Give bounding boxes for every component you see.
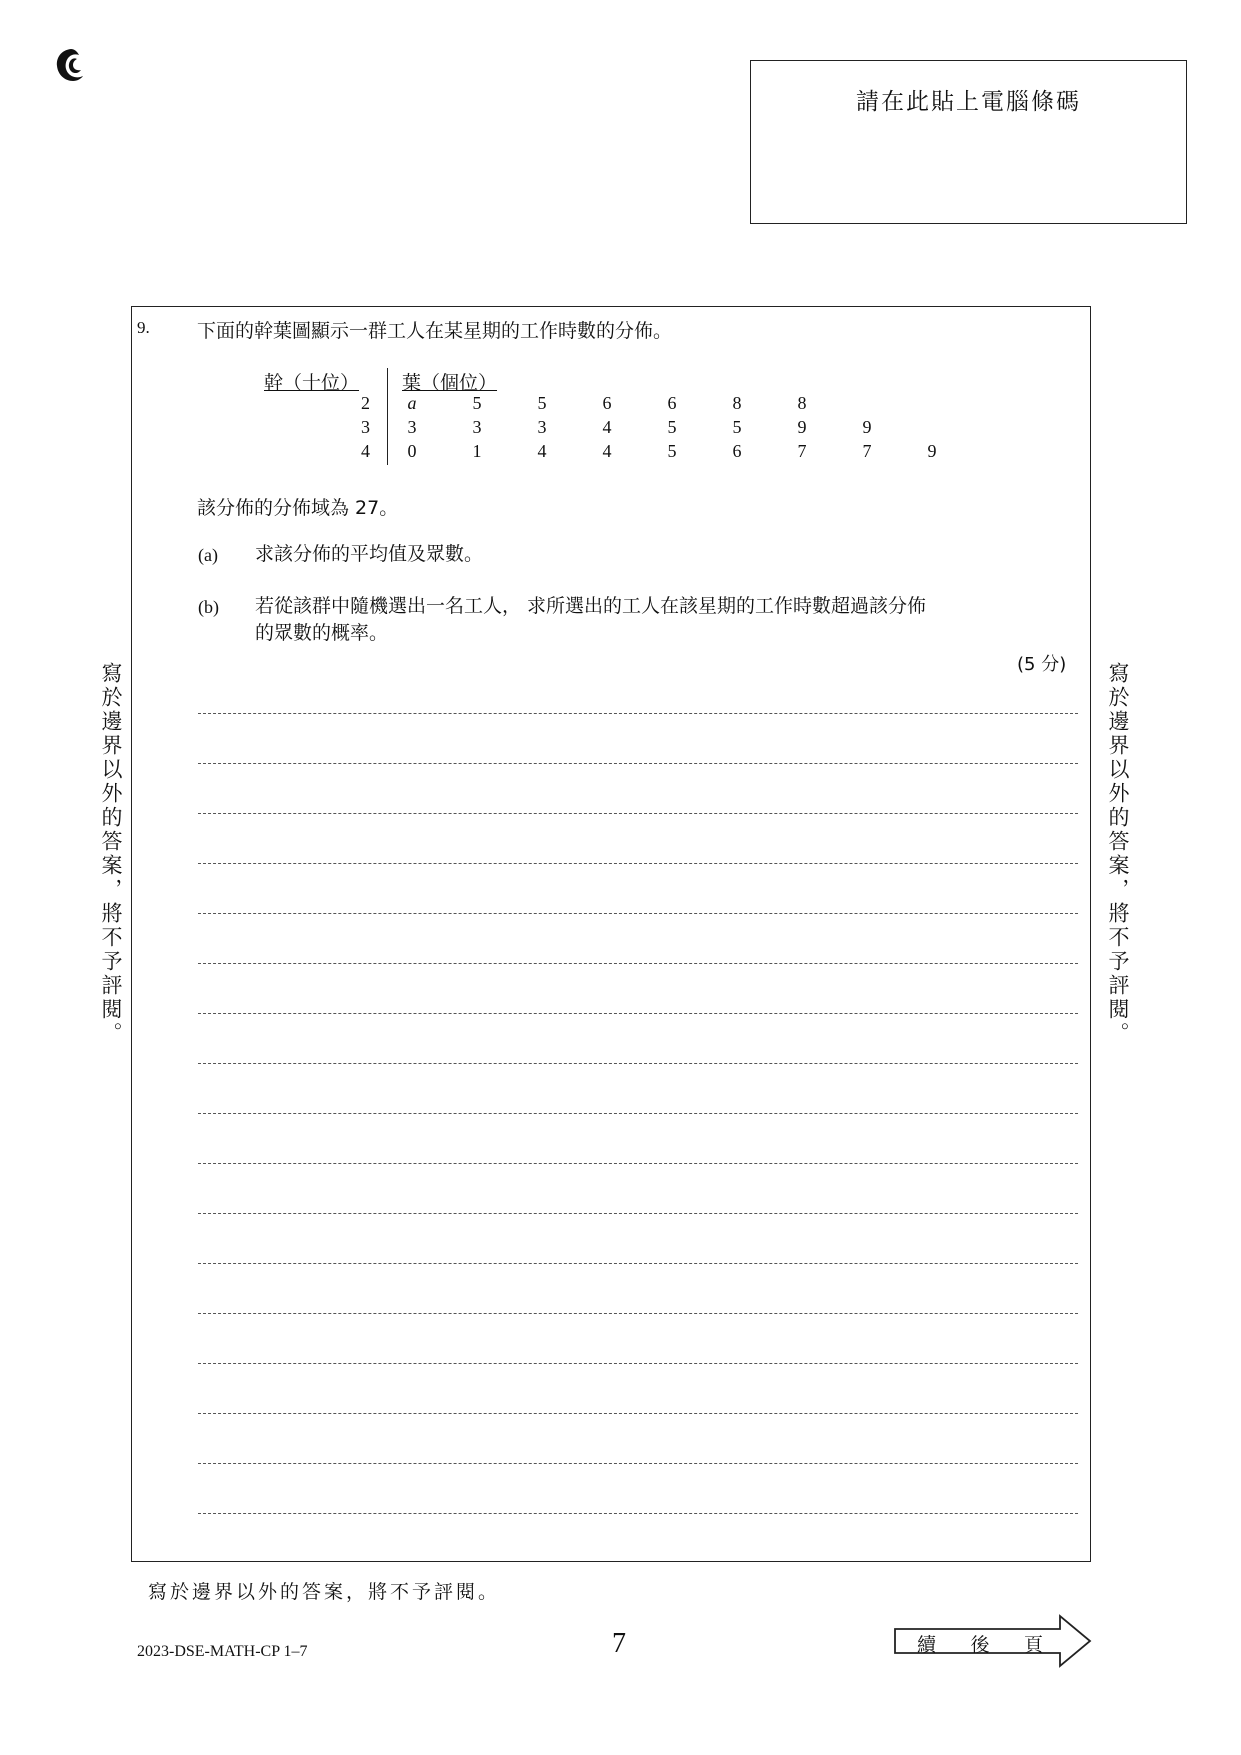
leaf-value: 5 bbox=[667, 417, 677, 437]
range-statement: 該分佈的分佈域為 27。 bbox=[197, 497, 399, 519]
leaf-value: 5 bbox=[472, 393, 482, 413]
part-a-text: 求該分佈的平均值及眾數。 bbox=[255, 543, 484, 565]
leaf-value: 6 bbox=[602, 393, 612, 413]
stem-header: 幹（十位） bbox=[264, 372, 360, 394]
leaf-header: 葉（個位） bbox=[402, 372, 498, 394]
answer-line[interactable] bbox=[198, 1163, 1078, 1164]
leaf-value: 4 bbox=[602, 417, 612, 437]
barcode-label: 請在此貼上電腦條碼 bbox=[856, 89, 1081, 115]
answer-line[interactable] bbox=[198, 1363, 1078, 1364]
answer-line[interactable] bbox=[198, 1213, 1078, 1214]
continue-label bbox=[895, 1630, 1065, 1657]
answer-line[interactable] bbox=[198, 863, 1078, 864]
stem-value: 2 bbox=[361, 393, 370, 413]
leaf-value: 9 bbox=[862, 417, 872, 437]
answer-line[interactable] bbox=[198, 1013, 1078, 1014]
answer-line[interactable] bbox=[198, 1413, 1078, 1414]
page-number: 7 bbox=[612, 1628, 626, 1659]
answer-line[interactable] bbox=[198, 963, 1078, 964]
leaf-value: 6 bbox=[732, 441, 742, 461]
leaf-value: 7 bbox=[797, 441, 807, 461]
leaf-value: 4 bbox=[537, 441, 547, 461]
answer-line[interactable] bbox=[198, 913, 1078, 914]
bottom-margin-note: 寫於邊界以外的答案，將不予評閱。 bbox=[148, 1581, 501, 1603]
stem-value: 3 bbox=[361, 417, 370, 437]
leaf-value: 5 bbox=[667, 441, 677, 461]
answer-line[interactable] bbox=[198, 1263, 1078, 1264]
part-b-label: (b) bbox=[198, 597, 219, 617]
answer-line[interactable] bbox=[198, 1063, 1078, 1064]
left-margin-note: 寫於邊界以外的答案，將不予評閱。 bbox=[99, 662, 123, 1046]
leaf-value: 3 bbox=[472, 417, 482, 437]
leaf-value: 5 bbox=[732, 417, 742, 437]
answer-line[interactable] bbox=[198, 813, 1078, 814]
leaf-value: a bbox=[407, 393, 417, 413]
leaf-value: 1 bbox=[472, 441, 482, 461]
stem-value: 4 bbox=[361, 441, 370, 461]
answer-line[interactable] bbox=[198, 1463, 1078, 1464]
answer-line[interactable] bbox=[198, 1313, 1078, 1314]
leaf-value: 6 bbox=[667, 393, 677, 413]
leaf-value: 3 bbox=[537, 417, 547, 437]
stem-leaf-divider bbox=[387, 368, 388, 465]
continue-label-char: 後 bbox=[970, 1634, 990, 1656]
question-text: 下面的幹葉圖顯示一群工人在某星期的工作時數的分佈。 bbox=[197, 320, 673, 342]
hkeaa-logo-icon bbox=[55, 48, 85, 82]
part-b-text-line1: 若從該群中隨機選出一名工人， 求所選出的工人在該星期的工作時數超過該分佈 bbox=[255, 595, 927, 617]
leaf-value: 9 bbox=[927, 441, 937, 461]
answer-line[interactable] bbox=[198, 1513, 1078, 1514]
leaf-value: 8 bbox=[797, 393, 807, 413]
leaf-value: 4 bbox=[602, 441, 612, 461]
leaf-value: 3 bbox=[407, 417, 417, 437]
leaf-value: 5 bbox=[537, 393, 547, 413]
answer-line[interactable] bbox=[198, 1113, 1078, 1114]
part-b-text-line2: 的眾數的概率。 bbox=[255, 622, 389, 644]
marks-allocation: (5 分) bbox=[1017, 654, 1067, 675]
paper-code: 2023-DSE-MATH-CP 1–7 bbox=[137, 1643, 308, 1660]
continue-label-char: 頁 bbox=[1023, 1634, 1043, 1656]
question-number: 9. bbox=[137, 318, 150, 337]
leaf-value: 0 bbox=[407, 441, 417, 461]
right-margin-note: 寫於邊界以外的答案，將不予評閱。 bbox=[1106, 662, 1130, 1046]
leaf-value: 8 bbox=[732, 393, 742, 413]
part-a-label: (a) bbox=[198, 545, 218, 565]
answer-line[interactable] bbox=[198, 713, 1078, 714]
leaf-value: 9 bbox=[797, 417, 807, 437]
answer-line[interactable] bbox=[198, 763, 1078, 764]
leaf-value: 7 bbox=[862, 441, 872, 461]
barcode-sticker-area bbox=[750, 60, 1187, 224]
continue-label-char: 續 bbox=[917, 1634, 937, 1656]
